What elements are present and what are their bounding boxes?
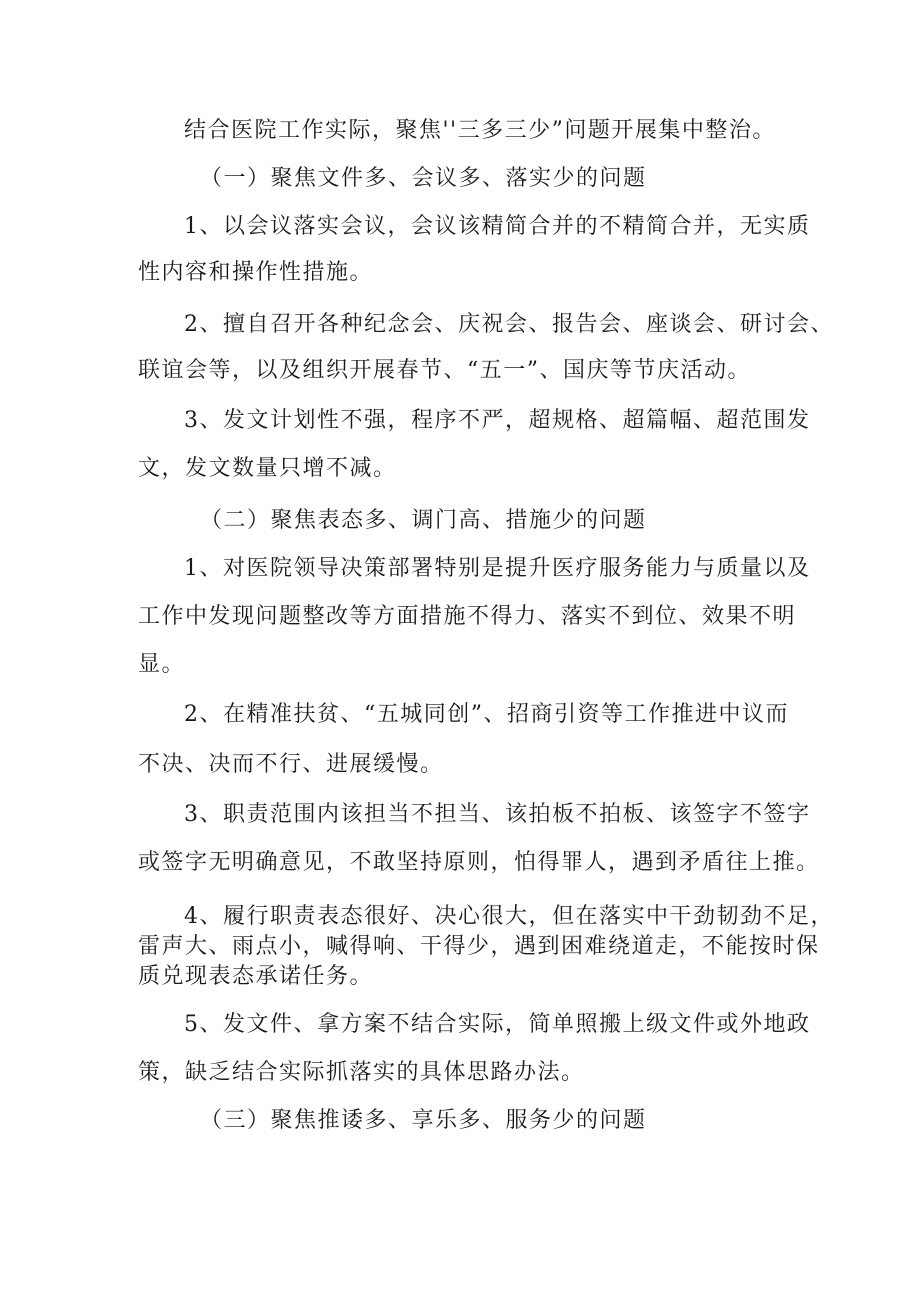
item-1-3-line-1: 3、发文计划性不强，程序不严，超规格、超篇幅、超范围发	[184, 408, 811, 433]
item-2-3-line-1: 3、职责范围内该担当不担当、该拍板不拍板、该签字不签字	[184, 802, 811, 827]
item-2-2-line-2: 不决、决而不行、进展缓慢。	[138, 752, 444, 777]
item-2-2-line-1: 2、在精准扶贫、“五城同创”、招商引资等工作推进中议而	[184, 702, 789, 727]
item-1-2-line-2: 联谊会等，以及组织开展春节、“五一”、国庆等节庆活动。	[138, 358, 751, 383]
item-2-1-line-3: 显。	[138, 652, 186, 677]
item-2-1-line-1: 1、对医院领导决策部署特别是提升医疗服务能力与质量以及	[184, 556, 811, 581]
item-2-3-line-2: 或签字无明确意见，不敢坚持原则，怕得罪人，遇到矛盾往上推。	[138, 850, 820, 875]
item-1-1-line-1: 1、以会议落实会议，会议该精简合并的不精简合并，无实质	[184, 214, 811, 239]
item-2-5-line-2: 策，缺乏结合实际抓落实的具体思路办法。	[138, 1060, 585, 1085]
item-2-5-line-1: 5、发文件、拿方案不结合实际，简单照搬上级文件或外地政	[184, 1012, 811, 1037]
section-heading-2: （二）聚焦表态多、调门高、措施少的问题	[200, 508, 647, 533]
item-2-1-line-2: 工作中发现问题整改等方面措施不得力、落实不到位、效果不明	[138, 604, 797, 629]
item-2-4-line-1: 4、履行职责表态很好、决心很大，但在落实中干劲韧劲不足，	[184, 904, 834, 929]
item-1-3-line-2: 文，发文数量只增不减。	[138, 456, 397, 481]
item-1-2-line-1: 2、擅自召开各种纪念会、庆祝会、报告会、座谈会、研讨会、	[184, 312, 834, 337]
section-heading-1: （一）聚焦文件多、会议多、落实少的问题	[200, 166, 647, 191]
item-2-4-line-2: 雷声大、雨点小，喊得响、干得少，遇到困难绕道走，不能按时保	[138, 934, 820, 959]
intro-paragraph: 结合医院工作实际，聚焦''三多三少”问题开展集中整治。	[184, 118, 776, 143]
item-2-4-line-3: 质兑现表态承诺任务。	[138, 964, 374, 989]
section-heading-3: （三）聚焦推诿多、享乐多、服务少的问题	[200, 1108, 647, 1133]
item-1-1-line-2: 性内容和操作性措施。	[138, 260, 374, 285]
